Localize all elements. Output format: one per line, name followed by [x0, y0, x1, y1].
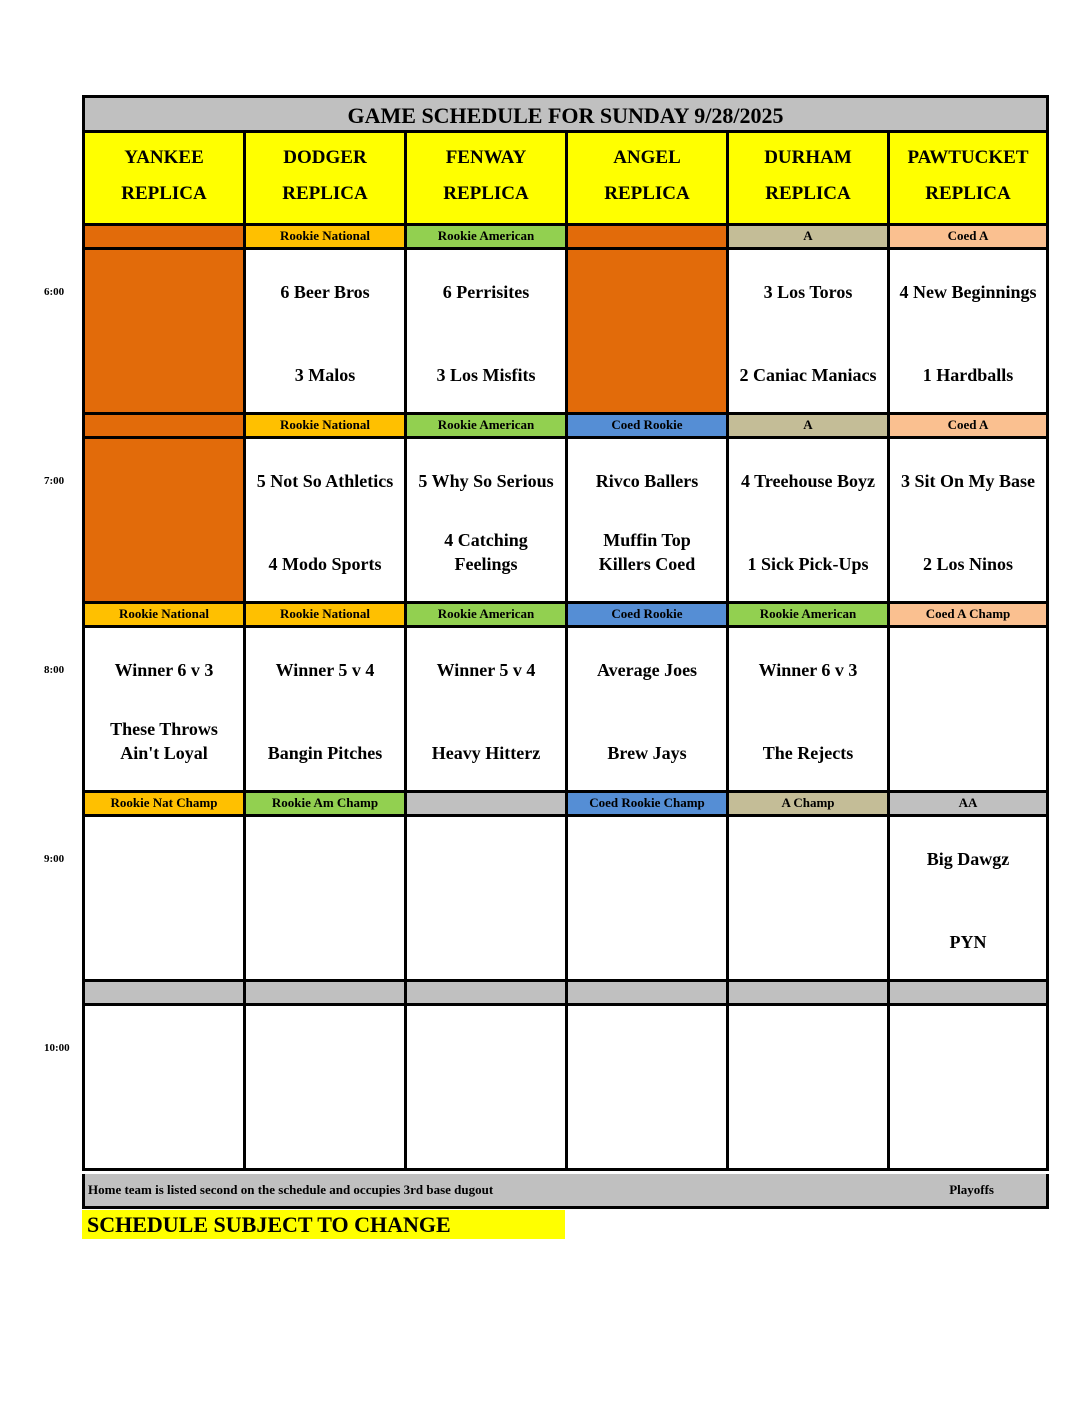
change-notice-banner: SCHEDULE SUBJECT TO CHANGE — [82, 1210, 565, 1239]
game-cell — [565, 817, 726, 982]
division-label — [243, 982, 404, 1006]
division-label — [726, 226, 887, 250]
away-team: Big Dawgz — [926, 849, 1010, 869]
game-cell — [726, 628, 887, 793]
schedule-footer — [82, 1174, 1049, 1209]
away-team: Rivco Ballers — [595, 471, 699, 491]
division-label — [404, 415, 565, 439]
division-label-text: Coed A — [947, 417, 989, 432]
field-header-pawtucket — [887, 130, 1049, 226]
game-cell — [82, 817, 243, 982]
away-team: 5 Why So Serious — [418, 471, 554, 491]
division-label — [726, 604, 887, 628]
field-subtitle: REPLICA — [282, 183, 368, 204]
home-team: 2 Los Ninos — [922, 554, 1014, 574]
away-team: Winner 5 v 4 — [436, 660, 536, 680]
game-cell — [887, 250, 1049, 415]
division-label-text: Rookie American — [759, 606, 857, 621]
game-cell — [82, 628, 243, 793]
game-cell — [82, 1006, 243, 1171]
division-label — [82, 415, 243, 439]
division-label — [243, 226, 404, 250]
away-team: 5 Not So Athletics — [256, 471, 394, 491]
game-cell — [565, 1006, 726, 1171]
game-cell — [243, 628, 404, 793]
division-label — [887, 415, 1049, 439]
field-subtitle: REPLICA — [121, 183, 207, 204]
home-team: 3 Los Misfits — [436, 365, 536, 385]
division-label — [887, 226, 1049, 250]
game-cell — [404, 439, 565, 604]
field-name: YANKEE — [124, 147, 204, 168]
field-subtitle: REPLICA — [443, 183, 529, 204]
division-label — [887, 982, 1049, 1006]
division-label — [565, 415, 726, 439]
division-label-text: A Champ — [781, 795, 835, 810]
field-header-dodger — [243, 130, 404, 226]
away-team: 3 Los Toros — [763, 282, 853, 302]
division-label — [565, 604, 726, 628]
home-team: 2 Caniac Maniacs — [739, 365, 877, 385]
home-team: 4 Catching Feelings — [444, 530, 528, 574]
game-cell — [404, 1006, 565, 1171]
time-label: 6:00 — [44, 286, 65, 298]
game-cell — [404, 628, 565, 793]
division-label-text: Coed A — [947, 228, 989, 243]
playoffs-label: Playoffs — [949, 1182, 994, 1197]
division-label-text: A — [803, 228, 813, 243]
away-team: Winner 6 v 3 — [114, 660, 214, 680]
division-label — [82, 226, 243, 250]
game-cell — [726, 1006, 887, 1171]
division-label-text: Coed Rookie — [611, 417, 683, 432]
home-team: PYN — [949, 932, 987, 952]
division-label-text: Rookie National — [280, 228, 370, 243]
game-cell — [404, 817, 565, 982]
game-cell — [726, 250, 887, 415]
game-cell — [243, 1006, 404, 1171]
away-team: 6 Beer Bros — [280, 282, 370, 302]
field-name: DURHAM — [764, 147, 852, 168]
division-label — [887, 793, 1049, 817]
home-team: 1 Hardballs — [922, 365, 1014, 385]
field-name: FENWAY — [445, 147, 527, 168]
field-subtitle: REPLICA — [925, 183, 1011, 204]
game-cell — [887, 817, 1049, 982]
division-label-text: Rookie American — [437, 417, 535, 432]
blocked-slot — [82, 439, 243, 604]
home-team: 1 Sick Pick-Ups — [747, 554, 869, 574]
field-name: DODGER — [283, 147, 367, 168]
game-cell — [243, 817, 404, 982]
home-team: Bangin Pitches — [267, 743, 383, 763]
division-label — [82, 982, 243, 1006]
field-header-yankee — [82, 130, 243, 226]
game-cell — [887, 439, 1049, 604]
division-label — [243, 793, 404, 817]
field-subtitle: REPLICA — [604, 183, 690, 204]
away-team: Winner 5 v 4 — [275, 660, 375, 680]
division-label-text: Rookie National — [280, 417, 370, 432]
time-label: 10:00 — [44, 1042, 70, 1054]
division-label — [726, 793, 887, 817]
division-label-text: Rookie National — [280, 606, 370, 621]
home-team: Brew Jays — [607, 743, 687, 763]
blocked-slot — [565, 250, 726, 415]
game-cell — [565, 628, 726, 793]
field-subtitle: REPLICA — [765, 183, 851, 204]
away-team: Average Joes — [596, 660, 698, 680]
division-label — [82, 604, 243, 628]
away-team: 3 Sit On My Base — [900, 471, 1035, 491]
division-label — [565, 982, 726, 1006]
division-label-text: Rookie Nat Champ — [110, 795, 218, 810]
game-cell — [726, 817, 887, 982]
time-label: 9:00 — [44, 853, 65, 865]
blocked-slot — [82, 250, 243, 415]
away-team: 4 Treehouse Boyz — [741, 471, 875, 491]
division-label — [243, 604, 404, 628]
division-label-text: Rookie American — [437, 228, 535, 243]
division-label — [404, 793, 565, 817]
division-label — [726, 415, 887, 439]
home-team: 3 Malos — [294, 365, 356, 385]
home-team: These Throws Ain't Loyal — [110, 719, 218, 763]
division-label-text: Coed Rookie Champ — [589, 795, 705, 810]
field-name: PAWTUCKET — [907, 147, 1029, 168]
game-cell — [887, 628, 1049, 793]
division-label — [404, 226, 565, 250]
division-label-text: Coed Rookie — [611, 606, 683, 621]
division-label — [243, 415, 404, 439]
field-header-angel — [565, 130, 726, 226]
division-label — [887, 604, 1049, 628]
division-label-text: Rookie American — [437, 606, 535, 621]
home-team: The Rejects — [762, 743, 854, 763]
game-cell — [726, 439, 887, 604]
game-cell — [243, 439, 404, 604]
division-label — [404, 982, 565, 1006]
time-label: 8:00 — [44, 664, 65, 676]
division-label — [404, 604, 565, 628]
division-label-text: Rookie Am Champ — [271, 795, 379, 810]
division-label — [82, 793, 243, 817]
schedule-title: GAME SCHEDULE FOR SUNDAY 9/28/2025 — [82, 95, 1049, 130]
away-team: Winner 6 v 3 — [758, 660, 858, 680]
field-header-fenway — [404, 130, 565, 226]
game-cell — [565, 439, 726, 604]
division-label-text: A — [803, 417, 813, 432]
time-label: 7:00 — [44, 475, 65, 487]
home-team: Heavy Hitterz — [431, 743, 541, 763]
game-cell — [404, 250, 565, 415]
home-team: Muffin Top Killers Coed — [598, 530, 696, 574]
game-cell — [243, 250, 404, 415]
game-cell — [887, 1006, 1049, 1171]
division-label-text: AA — [958, 795, 978, 810]
away-team: 4 New Beginnings — [899, 282, 1037, 302]
division-label — [565, 793, 726, 817]
division-label — [726, 982, 887, 1006]
field-name: ANGEL — [613, 147, 681, 168]
division-label — [565, 226, 726, 250]
division-label-text: Rookie National — [119, 606, 209, 621]
away-team: 6 Perrisites — [442, 282, 530, 302]
home-team-note: Home team is listed second on the schedule and occupies 3rd base dugout — [88, 1182, 494, 1197]
field-header-durham — [726, 130, 887, 226]
division-label-text: Coed A Champ — [925, 606, 1011, 621]
home-team: 4 Modo Sports — [268, 554, 382, 574]
